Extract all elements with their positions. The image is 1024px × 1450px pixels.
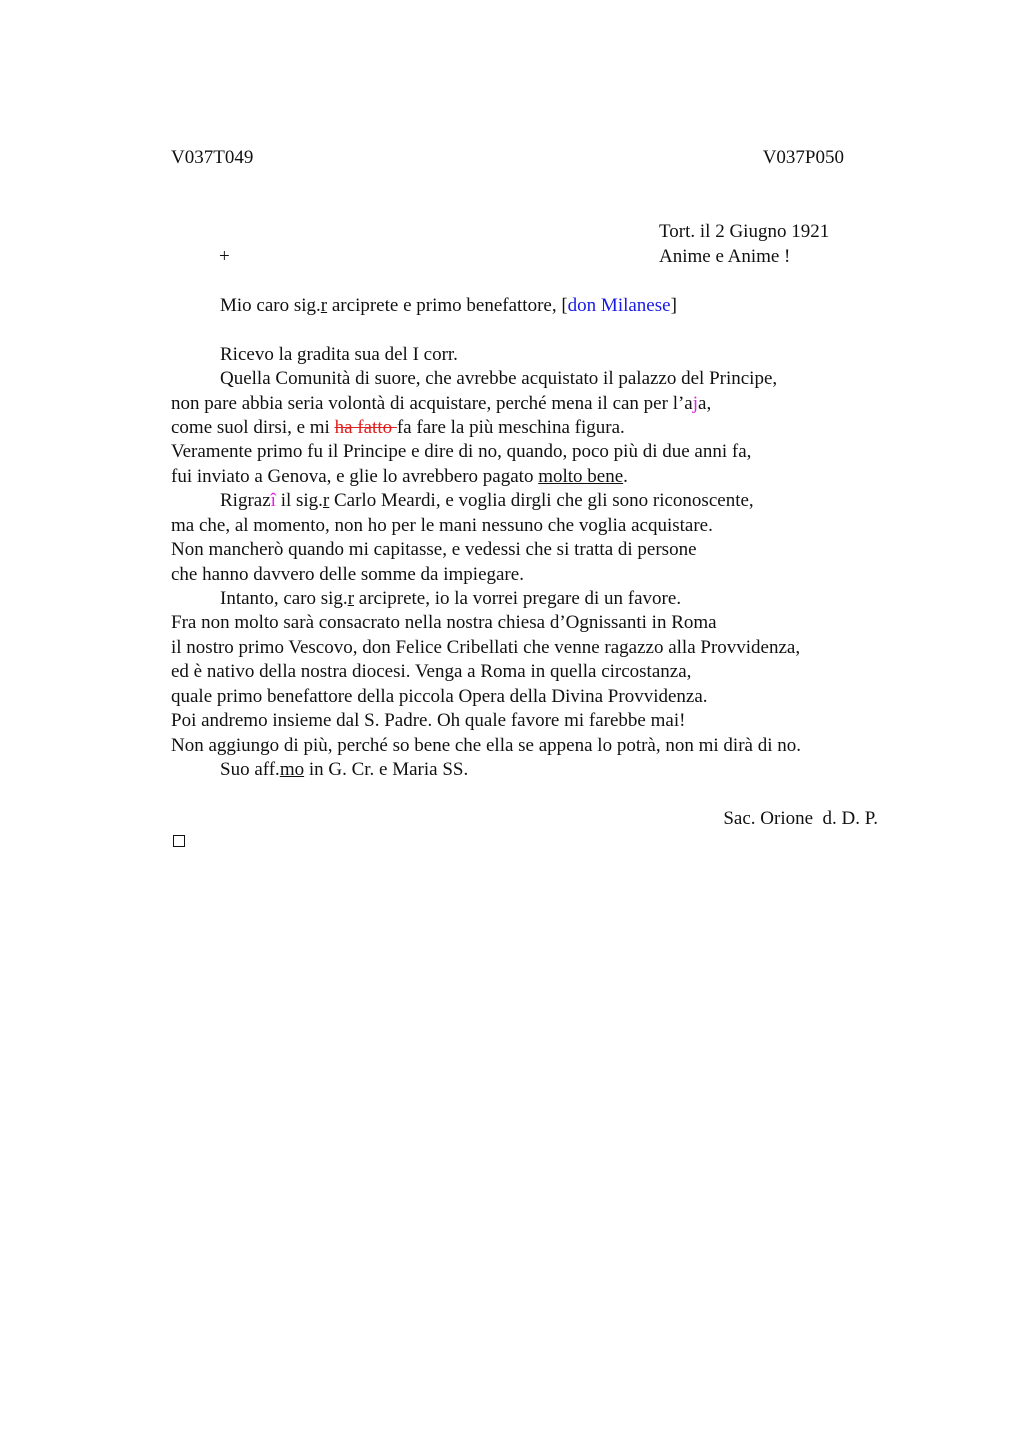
- cross-mark: +: [219, 246, 230, 267]
- body-line-3-pre: non pare abbia seria volontà di acquistare, perché mena il can per l’a: [171, 393, 693, 414]
- body-line-16: Poi andremo insieme dal S. Padre. Oh quale favore mi farebbe mai!: [171, 710, 686, 731]
- body-line-4-post: fa fare la più meschina figura.: [396, 417, 625, 438]
- deleted-text: ha fatto: [334, 417, 397, 438]
- body-line-7-mid: il sig.: [275, 490, 323, 511]
- body-line-14: ed è nativo della nostra diocesi. Venga a Roma in quella circostanza,: [171, 661, 692, 682]
- salutation: [220, 294, 677, 318]
- closing-post: in G. Cr. e Maria SS.: [304, 759, 469, 780]
- correction-mark: î: [270, 490, 276, 511]
- body-line-15: quale primo benefattore della piccola Opera della Divina Provvidenza.: [171, 686, 708, 707]
- body-line-11-pre: Intanto, caro sig.: [220, 588, 348, 609]
- body-line-1: Ricevo la gradita sua del I corr.: [220, 344, 458, 365]
- body-line-13: il nostro primo Vescovo, don Felice Cribellati che venne ragazzo alla Provvidenza,: [171, 637, 801, 658]
- body-line-11: [220, 587, 681, 611]
- closing-line: [220, 758, 468, 782]
- body-line-7: [220, 489, 754, 513]
- abbr-superscript: mo: [279, 759, 305, 780]
- salutation-pre: Mio caro sig.: [220, 295, 321, 316]
- closing-pre: Suo aff.: [220, 759, 280, 780]
- header-left-code: V037T049: [171, 147, 254, 168]
- salutation-post: arciprete e primo benefattore, [: [327, 295, 568, 316]
- header-right-code: V037P050: [762, 147, 844, 168]
- body-line-2: Quella Comunità di suore, che avrebbe acquistato il palazzo del Principe,: [220, 368, 778, 389]
- end-of-document-box-icon: [173, 835, 185, 847]
- body-line-17: Non aggiungo di più, perché so bene che ella se appena lo potrà, non mi dirà di no.: [171, 735, 801, 756]
- body-line-10: che hanno davvero delle somme da impiegare.: [171, 564, 524, 585]
- underlined-text: molto bene: [538, 466, 624, 487]
- abbr-superscript: r: [322, 490, 330, 511]
- body-line-5: Veramente primo fu il Principe e dire di no, quando, poco più di due anni fa,: [171, 441, 752, 462]
- body-line-9: Non mancherò quando mi capitasse, e vedessi che si tratta di persone: [171, 539, 697, 560]
- motto: Anime e Anime !: [659, 246, 791, 267]
- body-line-6-pre: fui inviato a Genova, e glie lo avrebbero pagato: [171, 466, 539, 487]
- body-line-7-post: Carlo Meardi, e voglia dirgli che gli sono riconoscente,: [329, 490, 754, 511]
- body-line-3: [171, 392, 711, 416]
- body-line-12: Fra non molto sarà consacrato nella nostra chiesa d’Ognissanti in Roma: [171, 612, 717, 633]
- body-line-3-post: a,: [698, 393, 712, 414]
- correction-mark: j: [692, 393, 699, 414]
- salutation-close: ]: [670, 295, 677, 316]
- signature: Sac. Orione d. D. P.: [723, 808, 878, 829]
- body-line-11-post: arciprete, io la vorrei pregare di un favore.: [354, 588, 682, 609]
- body-line-8: ma che, al momento, non ho per le mani nessuno che voglia acquistare.: [171, 515, 713, 536]
- salutation-abbr: r: [320, 295, 328, 316]
- editor-note: don Milanese: [567, 295, 671, 316]
- body-line-4-pre: come suol dirsi, e mi: [171, 417, 335, 438]
- body-line-6: [171, 465, 628, 489]
- place-date: Tort. il 2 Giugno 1921: [659, 221, 830, 242]
- body-line-6-post: .: [623, 466, 628, 487]
- abbr-superscript: r: [347, 588, 355, 609]
- body-line-7-pre: Rigraz: [220, 490, 271, 511]
- body-line-4: [171, 416, 625, 440]
